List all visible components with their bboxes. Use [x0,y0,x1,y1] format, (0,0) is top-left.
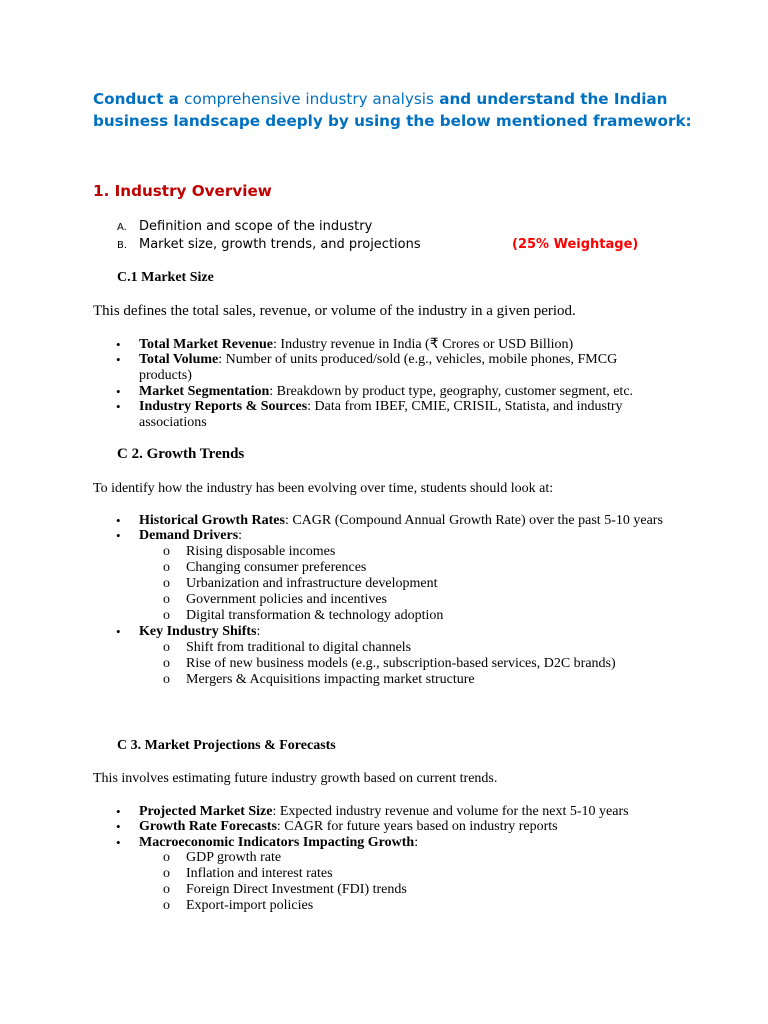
bullet-glyph: • [116,513,121,528]
overview-item-b-marker: B. [117,240,128,251]
c3-intro: This involves estimating future industry growth based on current trends. [93,771,498,786]
bullet-glyph: • [116,352,121,367]
section-1-title: 1. Industry Overview [93,182,272,200]
c1-intro: This defines the total sales, revenue, or volume of the industry in a given period. [93,303,576,319]
c3-bullet-growth-forecasts: • Growth Rate Forecasts: CAGR for future years based on industry reports [116,819,558,834]
c1-bullet-sources: • Industry Reports & Sources: Data from IBEF, CMIE, CRISIL, Statista, and industry associations [116,399,623,430]
bullet-glyph: • [116,337,121,352]
bullet-glyph: • [116,835,121,850]
overview-item-a-text: Definition and scope of the industry [139,219,373,234]
intro-part-2: comprehensive industry analysis [184,90,434,108]
bullet-glyph: • [116,624,121,639]
bullet-glyph: • [116,399,121,414]
bullet-glyph: • [116,528,121,543]
c2-title: C 2. Growth Trends [117,446,245,462]
overview-item-a [117,219,372,234]
c2-intro: To identify how the industry has been evolving over time, students should look at: [93,481,554,496]
bullet-glyph: • [116,804,121,819]
overview-item-a-marker: A. [117,222,127,233]
intro-heading [93,88,693,132]
weightage-label: (25% Weightage) [512,237,639,252]
c1-bullet-volume: • Total Volume: Number of units produced/sold (e.g., vehicles, mobile phones, FMCG products) [116,352,618,383]
c3-title: C 3. Market Projections & Forecasts [117,738,336,753]
bullet-glyph: • [116,819,121,834]
c1-bullet-segmentation: • Market Segmentation: Breakdown by product type, geography, customer segment, etc. [116,384,634,399]
intro-part-3: and understand the Indian business landscape deeply by using the below mentioned framework: [93,90,692,130]
c1-bullet-revenue: • Total Market Revenue: Industry revenue in India (₹ Crores or USD Billion) [116,337,574,352]
overview-item-b-text: Market size, growth trends, and projections [139,237,421,252]
c2-bullet-demand-drivers: • Demand Drivers: [116,528,243,543]
c2-bullet-historical: • Historical Growth Rates: CAGR (Compound Annual Growth Rate) over the past 5-10 years [116,513,663,528]
c3-bullet-macro-indicators: • Macroeconomic Indicators Impacting Growth: [116,835,419,850]
c2-bullet-key-shifts: • Key Industry Shifts: [116,624,261,639]
c1-title: C.1 Market Size [117,270,214,285]
c3-bullet-projected-size: • Projected Market Size: Expected industry revenue and volume for the next 5-10 years [116,804,629,819]
intro-part-1: Conduct a [93,90,185,108]
bullet-glyph: • [116,384,121,399]
overview-item-b [117,237,421,252]
